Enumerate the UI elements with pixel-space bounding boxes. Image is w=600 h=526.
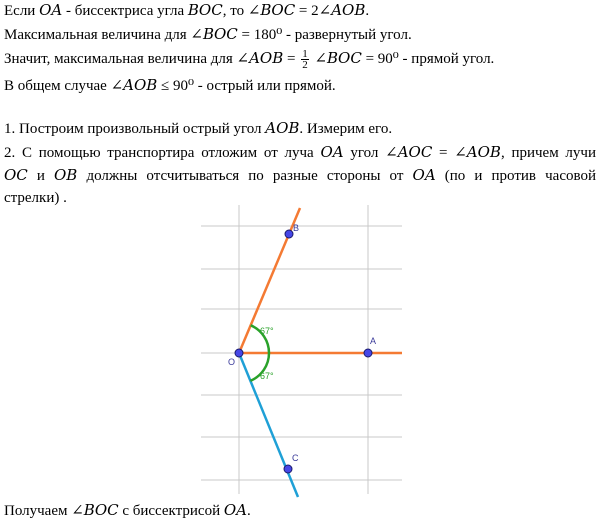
geometry-figure — [0, 205, 600, 500]
fraction-numerator: 1 — [302, 48, 308, 60]
fraction-denominator: 2 — [302, 59, 308, 71]
text-line-9: Получаем ∠𝐵𝑂𝐶 с биссектрисой 𝑂𝐴. — [4, 503, 251, 519]
point-O[interactable] — [235, 349, 243, 357]
text-line-7: 𝑂𝐶 и 𝑂𝐵 должны отсчитываться по разные стороны от 𝑂𝐴 (по и против часовой — [4, 168, 596, 184]
point-C[interactable] — [284, 465, 292, 473]
text-line-2: Максимальная величина для ∠𝐵𝑂𝐶 = 180⁰ - развернутый угол. — [4, 27, 412, 43]
text-line-3-post: ∠𝐵𝑂𝐶 = 90⁰ - прямой угол. — [314, 50, 495, 67]
point-A[interactable] — [364, 349, 372, 357]
fraction-one-half — [301, 49, 309, 70]
geometry-canvas — [0, 205, 600, 500]
text-line-1: Если 𝑂𝐴 - биссектриса угла 𝐵𝑂𝐶, то ∠𝐵𝑂𝐶 = 2∠𝐴𝑂𝐵. — [4, 3, 370, 19]
grid — [201, 205, 402, 494]
text-line-5: 1. Построим произвольный острый угол 𝐴𝑂𝐵. Измерим его. — [4, 121, 393, 137]
label-C: C — [292, 453, 299, 463]
text-line-6: 2. С помощью транспортира отложим от луча 𝑂𝐴 угол ∠𝐴𝑂𝐶 = ∠𝐴𝑂𝐵, причем лучи — [4, 145, 596, 161]
angle-label-bottom: 67° — [260, 371, 274, 381]
angle-label-top: 67° — [260, 326, 274, 336]
label-O: O — [228, 357, 236, 367]
text-line-3 — [4, 49, 494, 70]
text-line-4: В общем случае ∠𝐴𝑂𝐵 ≤ 90⁰ - острый или прямой. — [4, 78, 336, 94]
text-line-8: стрелки) . — [4, 190, 67, 206]
label-A: A — [370, 336, 377, 346]
text-line-3-pre: Значит, максимальная величина для ∠𝐴𝑂𝐵 = — [4, 50, 296, 67]
label-B: B — [293, 223, 300, 233]
point-B[interactable] — [285, 230, 293, 238]
